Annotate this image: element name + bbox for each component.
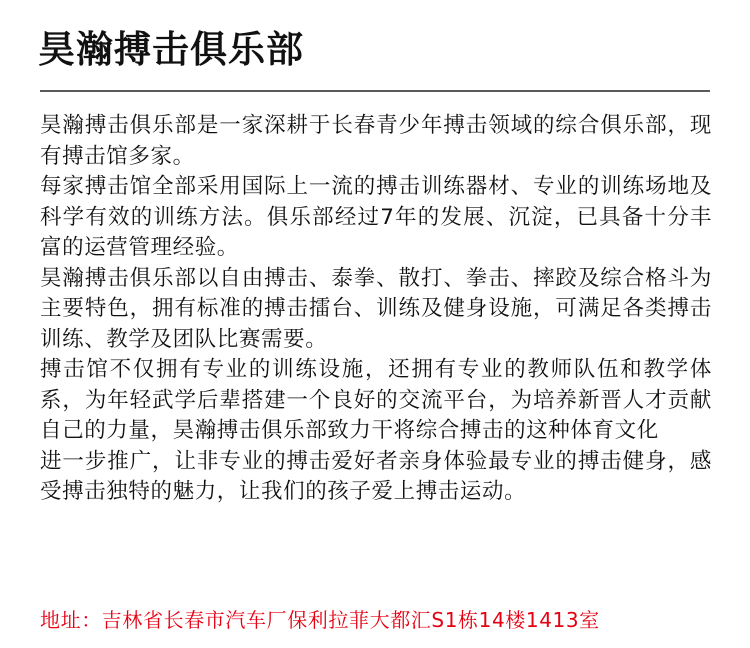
page-title: 昊瀚搏击俱乐部	[38, 28, 304, 71]
intro-paragraph: 搏击馆不仅拥有专业的训练设施，还拥有专业的教师队伍和教学体系，为年轻武学后辈搭建一个良好的交流平台，为培养新晋人才贡献自己的力量，昊瀚搏击俱乐部致力干将综合搏击的这种体育文化	[40, 357, 712, 443]
club-address: 地址：吉林省长春市汽车厂保利拉菲大都汇S1栋14楼1413室	[40, 608, 600, 632]
intro-paragraph: 进一步推广，让非专业的搏击爱好者亲身体验最专业的搏击健身，感受搏击独特的魅力，让我们的孩子爱上搏击运动。	[40, 448, 712, 504]
intro-paragraph: 昊瀚搏击俱乐部是一家深耕于长春青少年搏击领域的综合俱乐部，现有搏击馆多家。	[40, 113, 712, 169]
intro-paragraph: 昊瀚搏击俱乐部以自由搏击、泰拳、散打、拳击、摔跤及综合格斗为主要特色，拥有标准的搏击擂台、训练及健身设施，可满足各类搏击训练、教学及团队比赛需要。	[40, 265, 712, 352]
title-divider	[40, 90, 710, 92]
intro-text	[40, 111, 712, 508]
intro-paragraph: 每家搏击馆全部采用国际上一流的搏击训练器材、专业的训练场地及科学有效的训练方法。俱乐部经过7年的发展、沉淀，已具备十分丰富的运营管理经验。	[40, 174, 712, 260]
